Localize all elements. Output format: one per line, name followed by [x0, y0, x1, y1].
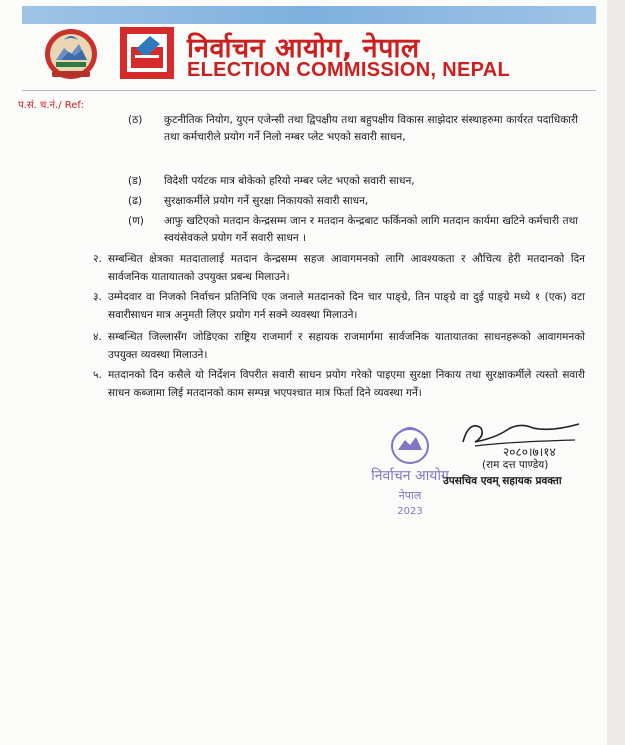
header-divider: [22, 90, 596, 91]
sub-item-text: आफु खटिएको मतदान केन्द्रसम्म जान र मतदान केन्द्रबाट फर्किनको लागि मतदान कार्यमा खटिने कर्मचारी तथा स्वयंसेवकले प्रयोग गर्ने सवारी साधन ।: [164, 215, 578, 244]
paragraph-number: ४.: [93, 331, 102, 343]
nepal-emblem-icon: [42, 26, 100, 82]
sub-item-text: कुटनीतिक नियोग, युएन एजेन्सी तथा द्विपक्षीय तथा बहुपक्षीय विकास साझेदार संस्थाहरुमा कार्यरत पदाधिकारी तथा कर्मचारीले प्रयोग गर्ने निलो नम्बर प्लेट भएको सवारी साधन,: [164, 114, 578, 143]
sub-item: [128, 193, 578, 210]
sub-item: [128, 173, 578, 190]
sub-item-text: विदेशी पर्यटक मात्र बोकेको हरियो नम्बर प्लेट भएको सवारी साधन,: [164, 175, 415, 187]
signatory-name: (राम दत्त पाण्डेय): [482, 459, 549, 471]
handwritten-signature-icon: [455, 412, 585, 460]
paragraph-text: सम्बन्धित जिल्लासँग जोडिएका राष्ट्रिय राजमार्ग र सहायक राजमार्गमा सार्वजनिक यातायातका साधनहरूको आवागमनको उपयुक्त व्यवस्था मिलाउने।: [108, 331, 585, 361]
paragraph-number: २.: [93, 253, 102, 265]
stamp-text-top: निर्वाचन आयोग: [371, 468, 449, 484]
stamp-text-bottom: नेपाल: [398, 489, 422, 502]
paragraph: [93, 329, 585, 364]
signature-date: २०८०।७।१४: [503, 445, 556, 459]
paragraph-text: मतदानको दिन कसैले यो निर्देशन विपरीत सवारी साधन प्रयोग गरेको पाइएमा सुरक्षा निकाय तथा सुरक्षाकर्मीले त्यस्तो सवारी साधन कब्जामा लिई मतदानको काम सम्पन्न भएपश्चात मात्र फिर्ता दिने व्यवस्था गर्ने।: [108, 369, 585, 399]
signatory-title: उपसचिव एवम् सहायक प्रवक्ता: [443, 475, 562, 487]
stamp-year: 2023: [397, 506, 423, 517]
sub-item-marker: (ड): [128, 175, 142, 187]
page-edge-shadow: [607, 0, 625, 745]
election-commission-logo-icon: [120, 27, 174, 79]
official-seal-icon: [360, 420, 460, 520]
letterhead: [22, 24, 596, 88]
sub-item: [128, 112, 578, 146]
title-nepali: निर्वाचन आयोग, नेपाल: [187, 33, 420, 64]
paragraph-text: सम्बन्धित क्षेत्रका मतदातालाई मतदान केन्द्रसम्म सहज आवागमनको लागि आवश्यकता र औचित्य हेरी मतदानको दिन सार्वजनिक यातायातको उपयुक्त प्रबन्ध मिलाउने।: [108, 253, 585, 283]
header-color-band: [22, 6, 596, 24]
paragraph-text: उम्मेदवार वा निजको निर्वाचन प्रतिनिधि एक जनाले मतदानको दिन चार पाङ्ग्रे, तिन पाङ्ग्रे वा दुई पाङ्ग्रे मध्ये १ (एक) वटा सवारीसाधन मात्र अनुमती लिएर प्रयोग गर्न सक्ने व्यवस्था मिलाउने।: [108, 291, 585, 321]
title-english: ELECTION COMMISSION, NEPAL: [187, 59, 510, 81]
reference-label: प.सं. च.नं./ Ref:: [18, 100, 84, 111]
paragraph: [93, 251, 585, 286]
sub-item: [128, 213, 578, 247]
paragraph: [93, 289, 585, 324]
sub-item-marker: (ण): [128, 215, 144, 227]
paragraph-number: ५.: [93, 369, 102, 381]
sub-item-text: सुरक्षाकर्मीले प्रयोग गर्ने सुरक्षा निकायको सवारी साधन,: [164, 195, 369, 207]
sub-item-marker: (ढ): [128, 195, 143, 207]
paragraph: [93, 367, 585, 402]
paragraph-number: ३.: [93, 291, 102, 303]
sub-item-marker: (ठ): [128, 114, 143, 126]
